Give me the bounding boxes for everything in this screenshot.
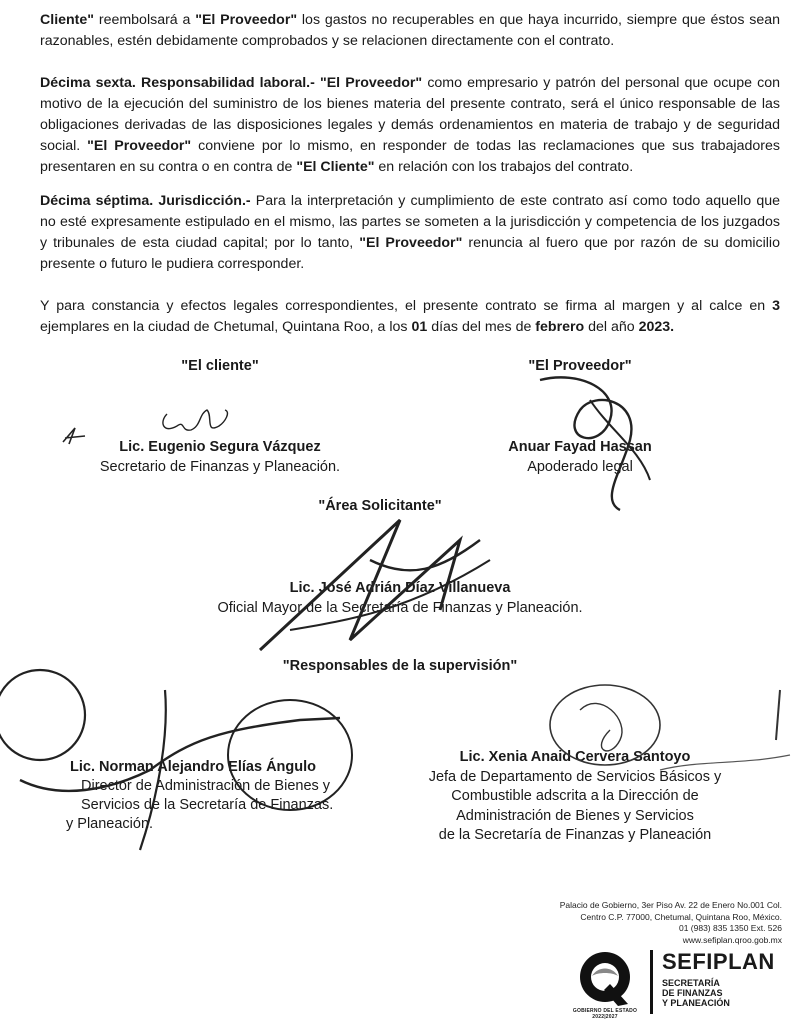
area-heading: "Área Solicitante"	[318, 498, 442, 514]
supervisor-2-role-line-4: de la Secretaría de Finanzas y Planeación	[438, 827, 712, 843]
text-span: del año	[584, 319, 639, 335]
address-line-2: Centro C.P. 77000, Chetumal, Quintana Roo, México.	[580, 911, 782, 922]
copies-count: 3	[772, 298, 780, 314]
client-signatory-role: Secretario de Finanzas y Planeación.	[99, 459, 341, 475]
party-name-provider: "El Proveedor"	[195, 12, 298, 28]
supervisor-1-block	[58, 758, 378, 834]
sefiplan-logo	[570, 944, 790, 1020]
brand-subtitle-2: DE FINANZAS	[662, 988, 723, 998]
supervisor-1-name: Lic. Norman Alejandro Elías Ángulo	[70, 759, 316, 775]
phone-number: 01 (983) 835 1350 Ext. 526	[678, 923, 782, 933]
supervision-heading: "Responsables de la supervisión"	[282, 658, 518, 674]
clause-heading-16: Décima sexta. Responsabilidad laboral.- "El Proveedor"	[40, 75, 423, 91]
party-name-client: Cliente"	[40, 12, 95, 28]
day-number: 01	[411, 319, 428, 335]
party-name-client: "El Cliente"	[296, 159, 375, 175]
seal-caption: GOBIERNO DEL ESTADO 2022|2027	[572, 1008, 638, 1020]
supervisor-2-role-line-1: Jefa de Departamento de Servicios Básicos y	[428, 768, 722, 785]
client-signatory-name: Lic. Eugenio Segura Vázquez	[119, 439, 321, 455]
party-name-provider: "El Proveedor"	[359, 235, 463, 251]
text-span: en relación con los trabajos del contrato.	[374, 159, 634, 175]
year-number: 2023.	[638, 319, 675, 335]
text-span: reembolsará a	[94, 12, 196, 28]
area-signatory-role: Oficial Mayor de la Secretaría de Finanzas y Planeación.	[217, 600, 583, 616]
address-line-1: Palacio de Gobierno, 3er Piso Av. 22 de Enero No.001 Col.	[559, 900, 782, 910]
supervisor-2-role-line-2: Combustible adscrita a la Dirección de	[451, 788, 699, 804]
paragraph-jurisdiction	[40, 191, 780, 275]
brand-subtitle-1: SECRETARÍA	[662, 978, 720, 988]
supervisor-2-block	[395, 748, 755, 846]
provider-signatory-name: Anuar Fayad Hassan	[508, 439, 652, 455]
paragraph-reimbursement	[40, 10, 780, 52]
supervisor-1-role-line-2: Servicios de la Secretaría de Finanzas.	[81, 797, 334, 813]
text-span: conviene por lo mismo, en responder de todas las reclamaciones que sus trabajadores presentaren en su contra o en contra de	[40, 138, 780, 175]
text-span: Y para constancia y efectos legales correspondientes, el presente contrato se firma al margen y al calce en	[40, 298, 773, 314]
brand-subtitle-3: Y PLANEACIÓN	[662, 998, 730, 1008]
provider-heading: "El Proveedor"	[528, 358, 632, 374]
website-url: www.sefiplan.qroo.gob.mx	[682, 934, 782, 945]
text-span: días del mes de	[427, 319, 536, 335]
area-signatory-name: Lic. José Adrián Díaz Villanueva	[289, 580, 511, 596]
clause-heading-17: Décima séptima. Jurisdicción.-	[40, 193, 251, 209]
supervisor-1-role-line-1: Director de Administración de Bienes y	[81, 778, 331, 794]
client-heading: "El cliente"	[181, 358, 259, 374]
supervisor-2-role-line-3: Administración de Bienes y Servicios	[456, 807, 694, 824]
supervisor-2-name: Lic. Xenia Anaid Cervera Santoyo	[459, 749, 691, 765]
paragraph-closing	[40, 296, 780, 338]
party-name-provider: "El Proveedor"	[87, 138, 192, 154]
text-span: Para la interpretación y cumplimiento de este contrato así como todo aquello que no esté expresamente estipulado en el mismo, las partes se someten a la jurisdicción y competencia de los juzgados y tribunales de esta ciudad capital; por lo tanto,	[40, 193, 780, 251]
provider-signatory-role: Apoderado legal	[527, 459, 633, 475]
month-name: febrero	[535, 319, 585, 335]
footer-address	[452, 900, 782, 946]
text-span: ejemplares en la ciudad de Chetumal, Quintana Roo, a los	[40, 319, 412, 335]
brand-name: SEFIPLAN	[662, 949, 775, 974]
paragraph-labor-responsibility	[40, 73, 780, 178]
text-span: como empresario y patrón del personal que ocupe con motivo de la ejecución del suministro de los bienes materia del presente contrato, será el único responsable de las obligaciones derivadas de las disposiciones legales y demás ordenamientos en materia de trabajo y de seguridad social.	[40, 75, 781, 154]
text-span: renuncia al fuero que por razón de su domicilio presente o futuro le pudiera corresponder.	[40, 235, 780, 272]
supervisor-1-role-line-3: y Planeación.	[66, 816, 154, 832]
text-span: los gastos no recuperables en que haya incurrido, siempre que éstos sean razonables, estén debidamente comprobados y se relacionen directamente con el contrato.	[40, 12, 780, 49]
logo-divider	[650, 950, 653, 1014]
